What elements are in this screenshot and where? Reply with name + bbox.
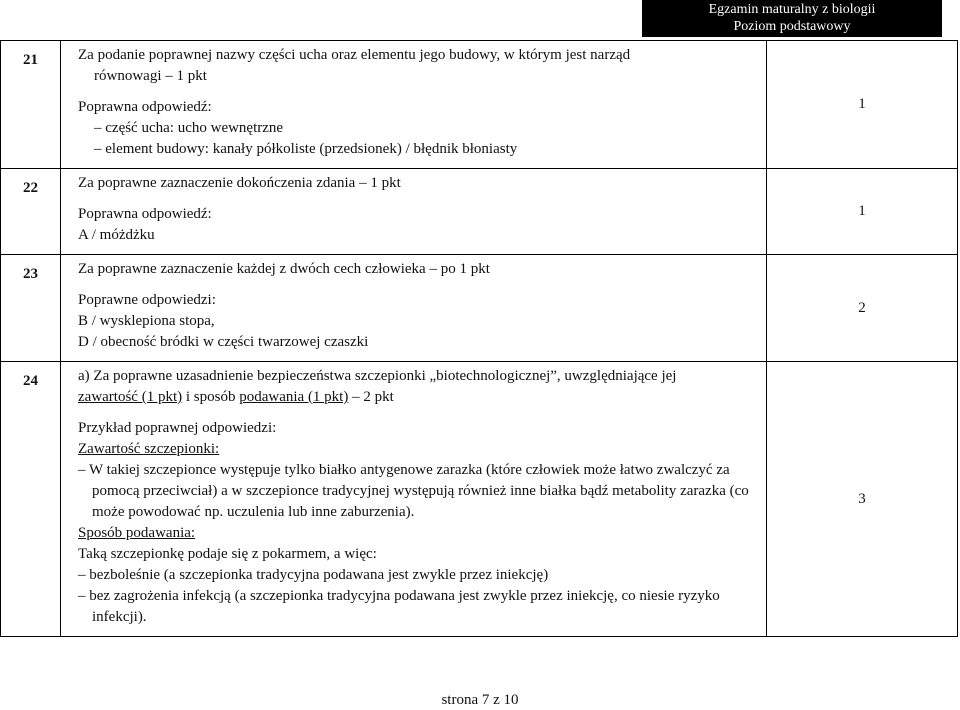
page-number: strona 7 z 10 (441, 692, 519, 708)
points-cell: 1 (767, 41, 958, 169)
method-label: Sposób podawania: (78, 525, 196, 541)
answer-label: Poprawna odpowiedź: (78, 99, 212, 115)
criterion-text: a) Za poprawne uzasadnienie bezpieczeństwa szczepionki „biotechnologicznej”, uwzględniające jej (78, 368, 677, 384)
criterion-text-cont (78, 387, 760, 408)
task-content (61, 255, 767, 362)
task-number: 24 (1, 362, 61, 637)
method-item: – bez zagrożenia infekcją (a szczepionka tradycyjna podawana jest zwykle przez iniekcję, co niesie ryzyko infekcji). (78, 588, 720, 625)
exam-title: Egzamin maturalny z biologii (708, 2, 876, 17)
criterion-text: Za podanie poprawnej nazwy części ucha oraz elementu jego budowy, w którym jest narząd (78, 47, 631, 63)
task-content (61, 41, 767, 169)
task-number: 22 (1, 169, 61, 255)
method-item: – bezboleśnie (a szczepionka tradycyjna podawana jest zwykle przez iniekcję) (78, 567, 549, 583)
criterion-method-part: podawania (1 pkt) (239, 389, 349, 405)
answer-label: Poprawne odpowiedzi: (78, 292, 216, 308)
answer-line: D / obecność bródki w części twarzowej czaszki (78, 334, 369, 350)
table-row (1, 362, 958, 637)
criterion-points: – 2 pkt (348, 389, 394, 405)
answer-key-table (0, 40, 958, 637)
task-number: 23 (1, 255, 61, 362)
content-label: Zawartość szczepionki: (78, 441, 220, 457)
criterion-text: Za poprawne zaznaczenie dokończenia zdania – 1 pkt (78, 175, 401, 191)
criterion-text-cont: równowagi – 1 pkt (94, 68, 207, 84)
example-label: Przykład poprawnej odpowiedzi: (78, 420, 277, 436)
table-row (1, 41, 958, 169)
table-row (1, 169, 958, 255)
task-content (61, 169, 767, 255)
answer-line: A / móżdżku (78, 227, 155, 243)
points-cell: 1 (767, 169, 958, 255)
exam-header (642, 0, 942, 37)
answer-line: – część ucha: ucho wewnętrzne (94, 120, 284, 136)
task-content (61, 362, 767, 637)
task-number: 21 (1, 41, 61, 169)
answer-line: B / wysklepiona stopa, (78, 313, 215, 329)
answer-label: Poprawna odpowiedź: (78, 206, 212, 222)
exam-level: Poziom podstawowy (733, 19, 851, 34)
method-intro: Taką szczepionkę podaje się z pokarmem, a więc: (78, 546, 377, 562)
answer-line: – element budowy: kanały półkoliste (przedsionek) / błędnik błoniasty (94, 141, 518, 157)
criterion-content-part: zawartość (1 pkt) (78, 389, 183, 405)
criterion-text: Za poprawne zaznaczenie każdej z dwóch cech człowieka – po 1 pkt (78, 261, 490, 277)
table-row (1, 255, 958, 362)
points-cell: 2 (767, 255, 958, 362)
criterion-connector: i sposób (182, 389, 240, 405)
content-item: – W takiej szczepionce występuje tylko białko antygenowe zarazka (które człowiek może łatwo zwalczyć za pomocą przeciwciał) a w szczepionce tradycyjnej występują również inne białka bądź metabolity zarazka (co może powodować np. uczulenia lub inne zaburzenia). (78, 462, 749, 520)
points-cell: 3 (767, 362, 958, 637)
